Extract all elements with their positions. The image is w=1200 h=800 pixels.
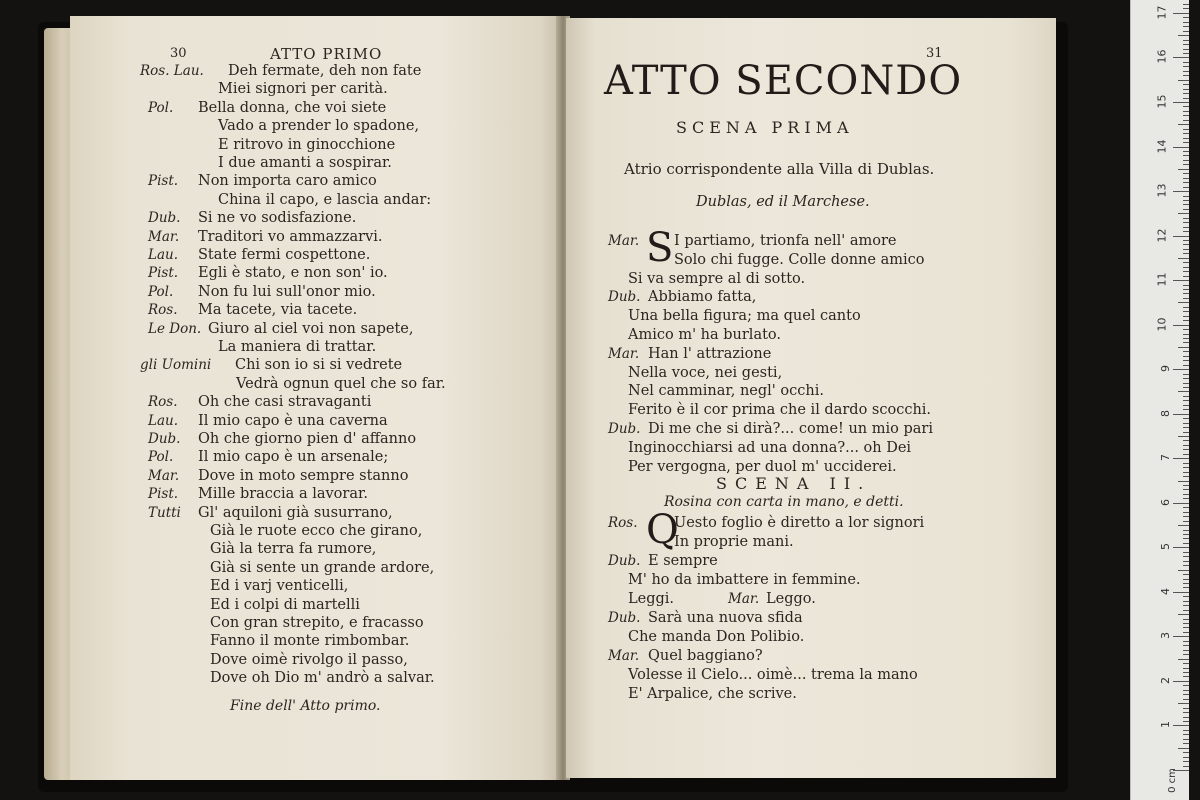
speaker-label: Mar.	[148, 467, 180, 484]
scene-one-characters: Dublas, ed il Marchese.	[696, 194, 870, 210]
ruler-tick	[1183, 311, 1189, 312]
ruler-number: 9	[1159, 365, 1172, 373]
ruler-tick	[1183, 267, 1189, 268]
verse-line: Quel baggiano?	[648, 648, 763, 664]
ruler-tick	[1173, 102, 1189, 103]
ruler-tick	[1173, 681, 1189, 682]
verse-line: Ed i varj venticelli,	[210, 578, 349, 595]
speaker-label: Dub.	[608, 610, 641, 626]
ruler-tick	[1183, 565, 1189, 566]
ruler-tick	[1183, 396, 1189, 397]
ruler-tick	[1183, 40, 1189, 41]
ruler-tick	[1183, 699, 1189, 700]
verse-line: Abbiamo fatta,	[648, 289, 757, 306]
ruler-tick	[1178, 525, 1189, 526]
ruler-tick	[1178, 614, 1189, 615]
speaker-label: Ros.	[608, 515, 638, 531]
ruler-number: 14	[1155, 139, 1169, 153]
ruler-tick	[1173, 57, 1189, 58]
ruler-tick	[1183, 534, 1189, 535]
scene-one-heading: SCENA PRIMA	[676, 118, 854, 137]
speaker-label: Ros.	[148, 302, 178, 319]
ruler-tick	[1178, 258, 1189, 259]
ruler-tick	[1178, 35, 1189, 36]
ruler-tick	[1183, 734, 1189, 735]
ruler-tick	[1183, 579, 1189, 580]
ruler-tick	[1183, 209, 1189, 210]
verse-line: Bella donna, che voi siete	[198, 99, 387, 116]
ruler-tick	[1183, 293, 1189, 294]
ruler-number: 16	[1155, 49, 1169, 64]
verse-line: Han l' attrazione	[648, 345, 772, 362]
ruler-tick	[1183, 761, 1189, 762]
speaker-label: Dub.	[148, 431, 181, 447]
ruler-tick	[1183, 467, 1189, 468]
ruler-tick	[1183, 454, 1189, 455]
ruler-tick	[1183, 587, 1189, 588]
ruler-tick	[1173, 236, 1189, 237]
verse-line: Già le ruote ecco che girano,	[210, 523, 423, 539]
ruler-tick	[1183, 17, 1189, 18]
ruler-tick	[1183, 521, 1189, 522]
ruler-tick	[1173, 503, 1189, 504]
verse-line: Inginocchiarsi ad una donna?... oh Dei	[628, 439, 912, 456]
speaker-label: Lau.	[148, 247, 178, 263]
ruler-tick	[1183, 227, 1189, 228]
verse-line: Leggi.	[628, 591, 675, 607]
verse-line: Con gran strepito, e fracasso	[210, 615, 424, 631]
ruler-number: 12	[1155, 228, 1169, 243]
ruler-tick	[1183, 739, 1189, 740]
ruler-tick	[1178, 436, 1189, 437]
ruler-tick	[1178, 213, 1189, 214]
ruler-tick	[1183, 307, 1189, 308]
verse-line: Non fu lui sull'onor mio.	[198, 283, 376, 300]
ruler-tick	[1183, 120, 1189, 121]
verse-line: Uesto foglio è diretto a lor signori	[674, 515, 925, 531]
ruler-tick	[1183, 276, 1189, 277]
ruler-tick	[1183, 62, 1189, 63]
ruler-tick	[1183, 75, 1189, 76]
speaker-label: Pist.	[148, 486, 179, 503]
measurement-ruler	[1130, 0, 1189, 800]
ruler-tick	[1183, 766, 1189, 767]
ruler-tick	[1183, 463, 1189, 464]
ruler-number: 5	[1159, 543, 1172, 551]
speaker-label: Le Don.	[148, 320, 202, 337]
ruler-tick	[1183, 663, 1189, 664]
ruler-tick	[1183, 8, 1189, 9]
ruler-tick	[1183, 196, 1189, 197]
ruler-tick	[1183, 231, 1189, 232]
ruler-tick	[1173, 147, 1189, 148]
speaker-label: Dub.	[148, 210, 181, 227]
ruler-tick	[1183, 383, 1189, 384]
ruler-tick	[1178, 391, 1189, 392]
verse-line: Dove oh Dio m' andrò a salvar.	[210, 670, 435, 687]
ruler-tick	[1183, 84, 1189, 85]
ruler-tick	[1183, 672, 1189, 673]
ruler-tick	[1183, 632, 1189, 633]
verse-line: Mille braccia a lavorar.	[198, 486, 368, 503]
ruler-tick	[1183, 240, 1189, 241]
ruler-tick	[1183, 133, 1189, 134]
ruler-tick	[1183, 400, 1189, 401]
verse-line: Egli è stato, e non son' io.	[198, 265, 388, 282]
drop-cap: S	[646, 225, 674, 271]
ruler-tick	[1183, 409, 1189, 410]
ruler-tick	[1183, 418, 1189, 419]
ruler-tick	[1183, 271, 1189, 272]
ruler-tick	[1183, 53, 1189, 54]
ruler-tick	[1178, 169, 1189, 170]
verse-line: I partiamo, trionfa nell' amore	[674, 233, 897, 249]
ruler-tick	[1183, 489, 1189, 490]
speaker-label: Dub.	[608, 553, 641, 569]
ruler-tick	[1183, 556, 1189, 557]
ruler-tick	[1183, 289, 1189, 290]
verse-line: E ritrovo in ginocchione	[218, 136, 396, 153]
ruler-tick	[1178, 659, 1189, 660]
ruler-tick	[1183, 552, 1189, 553]
verse-line: M' ho da imbattere in femmine.	[628, 572, 861, 588]
right-page-number: 31	[926, 46, 943, 61]
verse-line: Nella voce, nei gesti,	[628, 364, 783, 381]
ruler-tick	[1183, 160, 1189, 161]
speaker-label: Mar.	[608, 345, 640, 362]
ruler-tick	[1183, 285, 1189, 286]
ruler-tick	[1183, 449, 1189, 450]
ruler-tick	[1183, 685, 1189, 686]
left-page-number: 30	[170, 46, 187, 61]
ruler-tick	[1173, 13, 1189, 14]
ruler-number: 13	[1155, 183, 1169, 198]
ruler-tick	[1173, 636, 1189, 637]
ruler-tick	[1183, 601, 1189, 602]
verse-line: Dove oimè rivolgo il passo,	[210, 651, 408, 668]
ruler-tick	[1183, 187, 1189, 188]
ruler-tick	[1178, 703, 1189, 704]
ruler-number: 6	[1159, 498, 1172, 506]
ruler-tick	[1183, 249, 1189, 250]
ruler-tick	[1183, 494, 1189, 495]
verse-line: Vado a prender lo spadone,	[218, 118, 420, 135]
ruler-tick	[1183, 106, 1189, 107]
ruler-tick	[1183, 574, 1189, 575]
ruler-tick	[1183, 605, 1189, 606]
ruler-tick	[1183, 743, 1189, 744]
ruler-tick	[1183, 668, 1189, 669]
ruler-tick	[1183, 200, 1189, 201]
ruler-tick	[1183, 432, 1189, 433]
ruler-tick	[1183, 472, 1189, 473]
ruler-tick	[1173, 414, 1189, 415]
left-page-header: ATTO PRIMO	[270, 45, 383, 63]
ruler-tick	[1183, 115, 1189, 116]
verse-line: Già si sente un grande ardore,	[210, 559, 435, 576]
ruler-tick	[1183, 138, 1189, 139]
verse-line: Sarà una nuova sfida	[648, 610, 803, 626]
right-page	[566, 18, 1056, 778]
scene-setting: Atrio corrispondente alla Villa di Dublas.	[624, 160, 935, 178]
speaker-label: Dub.	[608, 421, 641, 437]
speaker-label: Lau.	[148, 412, 178, 429]
ruler-number: 17	[1155, 5, 1169, 20]
ruler-tick	[1183, 31, 1189, 32]
ruler-tick	[1183, 561, 1189, 562]
speaker-label: Pist.	[148, 173, 179, 190]
ruler-tick	[1183, 757, 1189, 758]
ruler-tick	[1183, 89, 1189, 90]
ruler-tick	[1183, 610, 1189, 611]
ruler-tick	[1183, 583, 1189, 584]
ruler-tick	[1173, 725, 1189, 726]
ruler-tick	[1183, 218, 1189, 219]
ruler-tick	[1183, 516, 1189, 517]
ruler-tick	[1173, 547, 1189, 548]
ruler-tick	[1183, 717, 1189, 718]
ruler-tick	[1183, 645, 1189, 646]
ruler-tick	[1178, 748, 1189, 749]
ruler-tick	[1183, 342, 1189, 343]
verse-line: Che manda Don Polibio.	[628, 629, 805, 645]
verse-line: Volesse il Cielo... oimè... trema la mano	[628, 667, 918, 683]
ruler-tick	[1183, 440, 1189, 441]
speaker-label: Mar.	[148, 228, 180, 245]
ruler-tick	[1183, 530, 1189, 531]
ruler-tick	[1183, 694, 1189, 695]
ruler-tick	[1173, 369, 1189, 370]
verse-line: Nel camminar, negl' occhi.	[628, 383, 824, 400]
ruler-tick	[1183, 360, 1189, 361]
ruler-tick	[1183, 316, 1189, 317]
speaker-label: Dub.	[608, 289, 641, 306]
ruler-tick	[1183, 142, 1189, 143]
verse-line: Oh che giorno pien d' affanno	[198, 431, 417, 447]
ruler-tick	[1183, 374, 1189, 375]
verse-line: Vedrà ognun quel che so far.	[236, 375, 446, 392]
speaker-label: Pol.	[148, 99, 174, 116]
ruler-tick	[1183, 334, 1189, 335]
ruler-number: 11	[1155, 272, 1169, 287]
ruler-tick	[1183, 445, 1189, 446]
ruler-tick	[1183, 752, 1189, 753]
verse-line: Non importa caro amico	[198, 173, 377, 190]
verse-line: La maniera di trattar.	[218, 339, 377, 355]
ruler-unit-label: 0 cm	[1167, 768, 1179, 793]
verse-line: Si va sempre al di sotto.	[628, 270, 806, 287]
ruler-tick	[1183, 98, 1189, 99]
verse-line: Si ne vo sodisfazione.	[198, 210, 357, 227]
ruler-tick	[1183, 155, 1189, 156]
ruler-number: 3	[1159, 632, 1172, 640]
verse-line: In proprie mani.	[674, 534, 794, 550]
verse-line: Solo chi fugge. Colle donne amico	[674, 251, 925, 268]
ruler-tick	[1183, 329, 1189, 330]
verse-line: Ed i colpi di martelli	[210, 596, 360, 613]
ruler-tick	[1183, 320, 1189, 321]
ruler-tick	[1183, 427, 1189, 428]
ruler-tick	[1183, 405, 1189, 406]
ruler-tick	[1178, 124, 1189, 125]
ruler-tick	[1183, 356, 1189, 357]
ruler-tick	[1183, 4, 1189, 5]
ruler-tick	[1183, 543, 1189, 544]
ruler-tick	[1183, 66, 1189, 67]
ruler-number: 7	[1159, 454, 1172, 462]
ruler-tick	[1178, 302, 1189, 303]
ruler-tick	[1183, 298, 1189, 299]
ruler-tick	[1183, 538, 1189, 539]
ruler-tick	[1183, 338, 1189, 339]
ruler-tick	[1183, 71, 1189, 72]
verse-line: State fermi cospettone.	[198, 247, 371, 263]
ruler-tick	[1183, 262, 1189, 263]
ruler-tick	[1178, 481, 1189, 482]
drop-cap: Q	[646, 507, 679, 553]
verse-line: Chi son io si si vedrete	[235, 357, 403, 374]
ruler-tick	[1173, 280, 1189, 281]
speaker-label: Tutti	[148, 504, 181, 521]
ruler-tick	[1183, 173, 1189, 174]
ruler-tick	[1173, 325, 1189, 326]
ruler-tick	[1183, 485, 1189, 486]
verse-line: Deh fermate, deh non fate	[228, 63, 422, 79]
verse-line: Gl' aquiloni già susurrano,	[198, 504, 393, 521]
verse-line: E sempre	[648, 553, 718, 569]
ruler-tick	[1183, 378, 1189, 379]
speaker-label: gli Uomini	[140, 357, 212, 374]
ruler-tick	[1183, 178, 1189, 179]
ruler-tick	[1183, 244, 1189, 245]
ruler-tick	[1178, 570, 1189, 571]
speaker-label: Pol.	[148, 449, 174, 466]
speaker-label: Ros.	[148, 394, 178, 411]
ruler-tick	[1183, 708, 1189, 709]
left-page	[70, 16, 560, 780]
ruler-tick	[1183, 351, 1189, 352]
ruler-tick	[1173, 191, 1189, 192]
act-title: ATTO SECONDO	[604, 58, 963, 104]
verse-line: E' Arpalice, che scrive.	[628, 686, 797, 702]
ruler-tick	[1183, 596, 1189, 597]
ruler-tick	[1173, 592, 1189, 593]
ruler-tick	[1173, 458, 1189, 459]
verse-line: Per vergogna, per duol m' ucciderei.	[628, 458, 897, 475]
verse-line: Amico m' ha burlato.	[628, 327, 782, 343]
ruler-number: 4	[1159, 587, 1172, 595]
ruler-tick	[1183, 623, 1189, 624]
ruler-tick	[1183, 498, 1189, 499]
verse-line: Il mio capo è un arsenale;	[198, 449, 389, 466]
ruler-tick	[1183, 93, 1189, 94]
ruler-number: 8	[1159, 409, 1172, 417]
ruler-tick	[1183, 650, 1189, 651]
speaker-label: Pist.	[148, 265, 179, 282]
ruler-tick	[1183, 423, 1189, 424]
verse-line: Giuro al ciel voi non sapete,	[208, 320, 414, 337]
ruler-tick	[1183, 654, 1189, 655]
ruler-number: 2	[1159, 676, 1172, 684]
speaker-label: Mar.	[608, 233, 640, 249]
ruler-number: 10	[1155, 317, 1169, 332]
ruler-tick	[1183, 365, 1189, 366]
verse-line: I due amanti a sospirar.	[218, 155, 392, 171]
speaker-label: Mar.	[728, 591, 760, 607]
ruler-number: 1	[1159, 721, 1172, 729]
ruler-tick	[1183, 507, 1189, 508]
ruler-tick	[1183, 712, 1189, 713]
ruler-tick	[1183, 222, 1189, 223]
scene-two-characters: Rosina con carta in mano, e detti.	[664, 494, 904, 510]
ruler-tick	[1183, 49, 1189, 50]
verse-line: China il capo, e lascia andar:	[218, 191, 432, 208]
verse-line: Leggo.	[766, 591, 816, 607]
ruler-tick	[1183, 627, 1189, 628]
ruler-tick	[1183, 164, 1189, 165]
ruler-tick	[1183, 129, 1189, 130]
ruler-tick	[1178, 80, 1189, 81]
verse-line: Il mio capo è una caverna	[198, 412, 388, 429]
speaker-label: Pol.	[148, 283, 174, 300]
ruler-tick	[1183, 676, 1189, 677]
ruler-tick	[1183, 22, 1189, 23]
verse-line: Una bella figura; ma quel canto	[628, 308, 861, 325]
ruler-tick	[1183, 387, 1189, 388]
speaker-label: Ros. Lau.	[140, 63, 204, 79]
scene-two-heading: SCENA II.	[716, 474, 872, 493]
verse-line: Di me che si dirà?... come! un mio pari	[648, 421, 933, 437]
ruler-tick	[1183, 512, 1189, 513]
ruler-tick	[1178, 347, 1189, 348]
ruler-tick	[1183, 204, 1189, 205]
act-end-note: Fine dell' Atto primo.	[230, 698, 381, 714]
ruler-tick	[1183, 253, 1189, 254]
ruler-tick	[1183, 641, 1189, 642]
verse-line: Ferito è il cor prima che il dardo scocchi.	[628, 402, 932, 419]
verse-line: Oh che casi stravaganti	[198, 394, 372, 411]
speaker-label: Mar.	[608, 648, 640, 664]
verse-line: Traditori vo ammazzarvi.	[198, 228, 383, 245]
ruler-tick	[1183, 730, 1189, 731]
ruler-number: 15	[1155, 94, 1169, 109]
verse-line: Dove in moto sempre stanno	[198, 467, 409, 484]
ruler-tick	[1183, 151, 1189, 152]
ruler-tick	[1183, 690, 1189, 691]
verse-line: Già la terra fa rumore,	[210, 541, 377, 558]
ruler-tick	[1183, 111, 1189, 112]
ruler-tick	[1183, 721, 1189, 722]
ruler-tick	[1183, 619, 1189, 620]
ruler-tick	[1183, 476, 1189, 477]
verse-line: Fanno il monte rimbombar.	[210, 633, 410, 650]
verse-line: Ma tacete, via tacete.	[198, 302, 358, 319]
ruler-tick	[1183, 182, 1189, 183]
verse-line: Miei signori per carità.	[218, 81, 388, 98]
ruler-tick	[1183, 44, 1189, 45]
ruler-tick	[1183, 26, 1189, 27]
